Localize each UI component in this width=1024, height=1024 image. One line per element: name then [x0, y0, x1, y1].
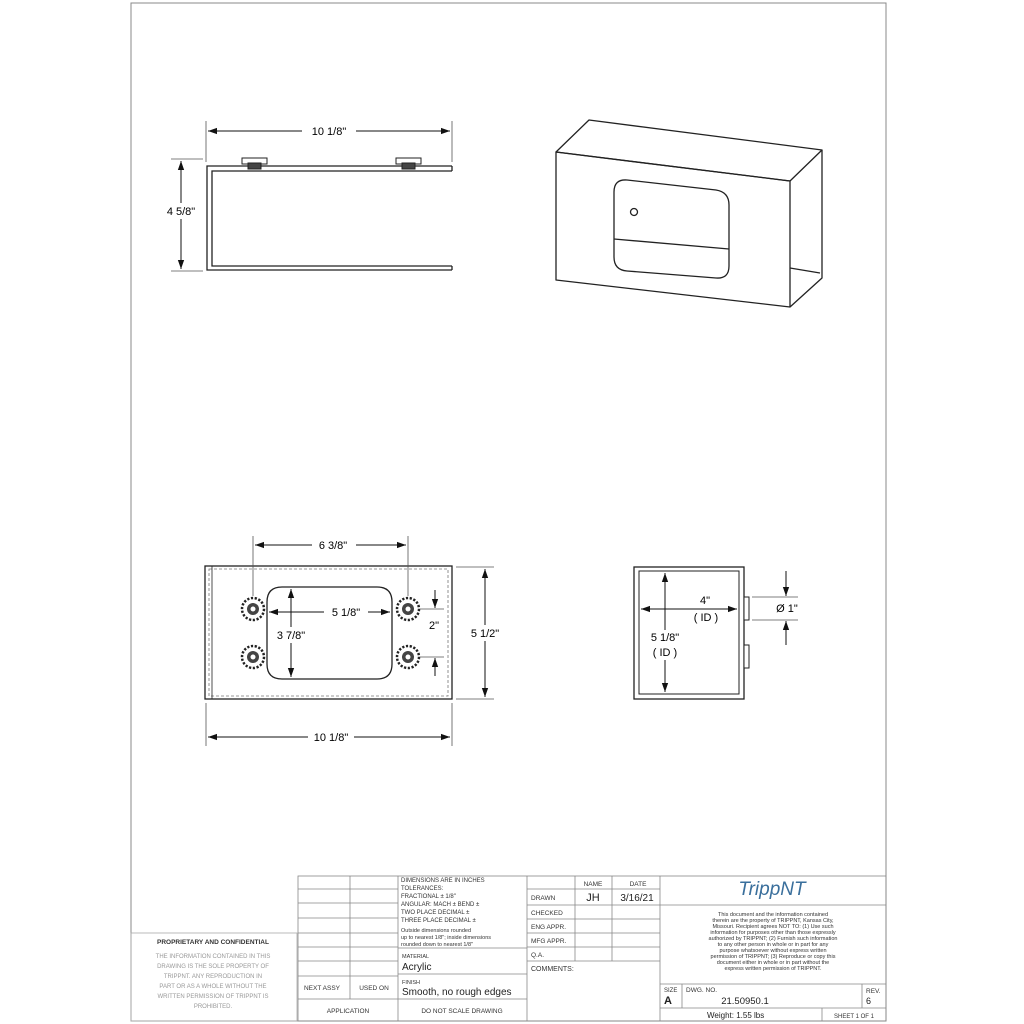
notice-line-2: therein are the property of TRIPPNT, Kansas City,	[712, 918, 834, 924]
isometric-view	[556, 120, 822, 307]
title-block	[298, 876, 886, 1021]
top-view	[162, 121, 452, 271]
do-not-scale-note: DO NOT SCALE DRAWING	[421, 1008, 503, 1015]
dwg-no-value: 21.50950.1	[721, 996, 769, 1007]
mfg-appr-label: MFG APPR.	[531, 938, 567, 945]
checked-label: CHECKED	[531, 910, 563, 917]
proprietary-line-1: THE INFORMATION CONTAINED IN THIS	[155, 954, 271, 960]
dims-note-6: THREE PLACE DECIMAL ±	[401, 918, 476, 924]
sheet-count: SHEET 1 OF 1	[834, 1014, 874, 1020]
dims-note-5: TWO PLACE DECIMAL ±	[401, 910, 470, 916]
side-boss-bottom	[744, 645, 749, 668]
logo-text: TrippNT	[738, 879, 806, 900]
proprietary-line-6: PROHIBITED.	[193, 1004, 233, 1010]
qa-label: Q.A.	[531, 952, 545, 959]
iso-window	[614, 180, 729, 278]
drawn-name: JH	[586, 892, 600, 904]
dim-side-width: 4"	[699, 595, 711, 607]
notice-line-8: permission of TRIPPNT; (3) Reproduce or copy this	[710, 954, 836, 960]
notice-line-4: information for purposes other than those expressly	[710, 930, 836, 936]
size-label: SIZE	[664, 988, 678, 994]
notice-line-1: This document and the information contained	[717, 912, 829, 918]
front-view	[205, 536, 506, 746]
comments-label: COMMENTS:	[531, 966, 574, 973]
proprietary-line-4: PART OR AS A WHOLE WITHOUT THE	[159, 984, 267, 990]
notice-line-5: authorized by TRIPPNT; (2) Furnish such information	[708, 936, 838, 942]
thumb-screw-bottom-left	[242, 646, 264, 668]
material-label: MATERIAL	[402, 954, 430, 960]
drawn-label: DRAWN	[531, 895, 556, 902]
proprietary-line-2: DRAWING IS THE SOLE PROPERTY OF	[157, 964, 269, 970]
dims-note-2: TOLERANCES:	[401, 886, 444, 892]
finish-value: Smooth, no rough edges	[402, 987, 512, 998]
rev-label: REV.	[866, 988, 881, 995]
thumb-screw-bottom-right	[397, 646, 419, 668]
size-value: A	[664, 995, 672, 1007]
proprietary-line-3: TRIPPNT. ANY REPRODUCTION IN	[163, 974, 263, 980]
dims-note-4: ANGULAR: MACH ± BEND ±	[401, 902, 480, 908]
dims-note-3: FRACTIONAL ± 1/8"	[401, 894, 456, 900]
proprietary-title: PROPRIETARY AND CONFIDENTIAL	[157, 939, 269, 946]
dims-note-1: DIMENSIONS ARE IN INCHES	[401, 878, 485, 884]
used-on-label: USED ON	[359, 985, 389, 992]
rounding-note-2: up to nearest 1/8"; inside dimensions	[401, 935, 492, 941]
name-column-header: NAME	[583, 881, 603, 888]
side-view	[634, 567, 803, 699]
dim-front-width: 10 1/8"	[313, 732, 349, 744]
trippnt-logo	[738, 879, 807, 900]
rounding-note-3: rounded down to nearest 1/8"	[401, 942, 473, 948]
dim-side-height-note: ( ID )	[652, 647, 678, 659]
eng-appr-label: ENG APPR.	[531, 924, 567, 931]
date-column-header: DATE	[629, 881, 647, 888]
notice-line-10: express written permission of TRIPPNT.	[724, 966, 822, 972]
weight-text: Weight: 1.55 lbs	[707, 1011, 765, 1020]
rev-value: 6	[866, 996, 872, 1006]
dim-side-height: 5 1/8"	[650, 632, 680, 644]
proprietary-block	[131, 933, 297, 1021]
dim-boss-diameter: Ø 1"	[776, 603, 798, 615]
application-label: APPLICATION	[326, 1008, 370, 1015]
sheet-border	[131, 3, 886, 1021]
dim-front-height: 5 1/2"	[470, 628, 500, 640]
thumb-screw-top-left	[242, 598, 264, 620]
rounding-note-1: Outside dimensions rounded	[401, 928, 472, 934]
dim-hole-spacing: 6 3/8"	[318, 540, 348, 552]
finish-label: FINISH	[402, 980, 421, 986]
notice-line-3: Missouri. Recipient agrees NOT TO: (1) Use such	[712, 924, 834, 930]
notice-line-9: document either in whole or in part without the	[716, 960, 830, 966]
proprietary-line-5: WRITTEN PERMISSION OF TRIPPNT IS	[157, 994, 269, 1000]
dwg-no-label: DWG. NO.	[686, 987, 718, 994]
dim-top-width: 10 1/8"	[311, 126, 347, 138]
thumb-screw-top-right	[397, 598, 419, 620]
dim-hole-vertical: 2"	[428, 620, 440, 632]
dim-window-width: 5 1/8"	[331, 607, 361, 619]
next-assy-label: NEXT ASSY	[303, 985, 341, 992]
dim-top-height: 4 5/8"	[166, 206, 196, 218]
material-value: Acrylic	[402, 962, 432, 973]
notice-line-6: to any other person in whole or in part for any	[717, 942, 829, 948]
iso-hole	[631, 209, 638, 216]
dim-window-height: 3 7/8"	[276, 630, 306, 642]
side-boss-top	[744, 597, 749, 620]
notice-line-7: purpose whatsoever without express written	[719, 948, 827, 954]
drawn-date: 3/16/21	[620, 893, 654, 904]
top-fastener-right	[396, 158, 421, 169]
dim-side-width-note: ( ID )	[693, 612, 719, 624]
top-fastener-left	[242, 158, 267, 169]
